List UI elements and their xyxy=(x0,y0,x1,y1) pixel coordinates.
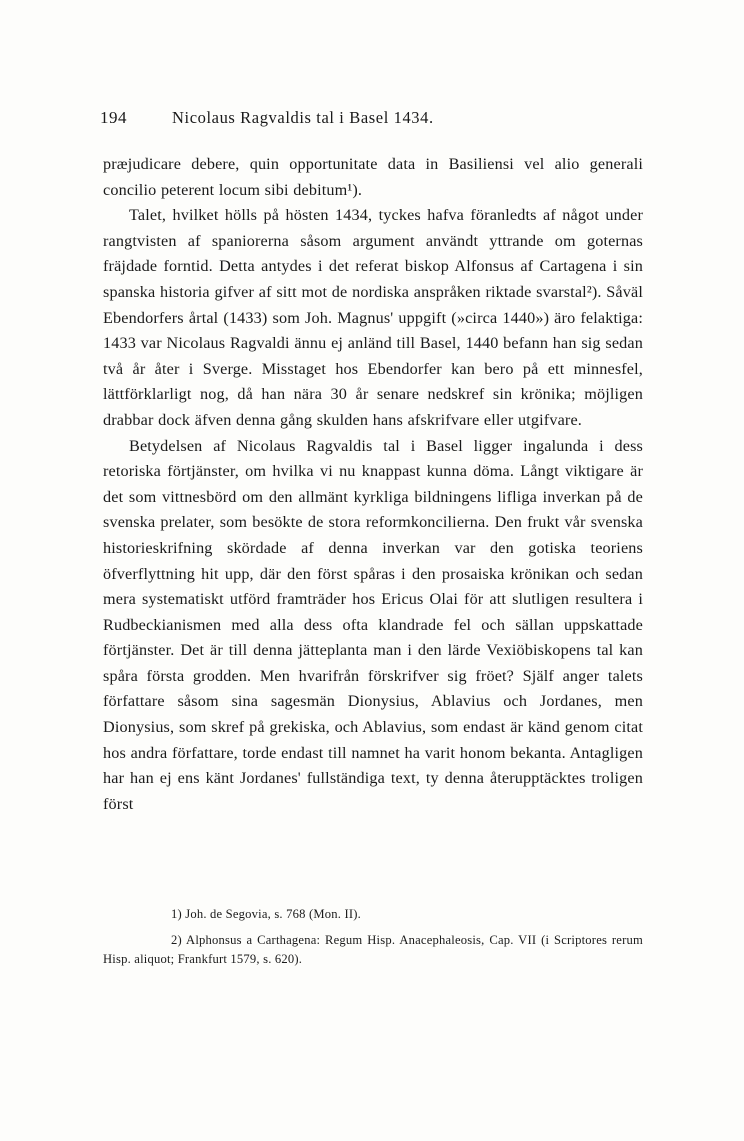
paragraph-3: Betydelsen af Nicolaus Ragvaldis tal i Basel ligger ingalunda i dess retoriska förtjänster, om hvilka vi nu knappast kunna döma. Långt viktigare är det som vittnesbörd om den allmänt kyrkliga bildningens lifliga inverkan på de svenska prelater, som besökte de stora reformkoncilierna. Den frukt vår svenska historieskrifning skördade af denna inverkan var den gotiska teoriens öfverflyttning hit upp, där den först spåras i den prosaiska krönikan och sedan mera systematiskt utförd framträder hos Ericus Olai för att slutligen resultera i Rudbeckianismen med alla dess ofta klandrade fel och sällan uppskattade förtjänster. Det är till denna jätteplanta man i den lärde Vexiöbiskopens tal kan spåra första grodden. Men hvarifrån förskrifver sig fröet? Själf anger talets författare såsom sina sagesmän Dionysius, Ablavius och Jordanes, men Dionysius, som skref på grekiska, och Ablavius, som endast är känd genom citat hos andra författare, torde endast till namnet ha varit honom bekanta. Antagligen har han ej ens känt Jordanes' fullständiga text, ty denna återupptäcktes troligen först xyxy=(103,436,643,813)
paragraph-2: Talet, hvilket hölls på hösten 1434, tyckes hafva föranledts af något under rangtvisten af spaniorerna såsom argument användt yttrande om goternas fräjdade forntid. Detta antydes i det referat biskop Alfonsus af Cartagena i sin spanska historia gifver af sitt mot de nordiska anspråken riktade svarstal²). Såväl Ebendorfers årtal (1433) som Joh. Magnus' uppgift (»circa 1440») äro felaktiga: 1433 var Nicolaus Ragvaldi ännu ej anländ till Basel, 1440 befann han sig sedan två år åter i Sverge. Misstaget hos Ebendorfer kan bero på ett minnesfel, lättförklarligt nog, då han nära 30 år senare nedskref sin krönika; möjligen drabbar dock äfven denna gång skulden hans afskrifvare eller utgifvare. xyxy=(103,206,643,429)
footnote-2: 2) Alphonsus a Carthagena: Regum Hisp. Anacephaleosis, Cap. VII (i Scriptores rerum Hisp. aliquot; Frankfurt 1579, s. 620). xyxy=(103,933,643,966)
paragraph-1: præjudicare debere, quin opportunitate data in Basiliensi vel alio generali concilio peterent locum sibi debitum¹). xyxy=(103,155,643,199)
running-title: Nicolaus Ragvaldis tal i Basel 1434. xyxy=(172,108,434,127)
page-header xyxy=(100,108,660,128)
body-text xyxy=(103,152,643,817)
footnote-1: 1) Joh. de Segovia, s. 768 (Mon. II). xyxy=(171,907,361,921)
page-number: 194 xyxy=(100,108,127,127)
footnotes xyxy=(103,905,643,969)
